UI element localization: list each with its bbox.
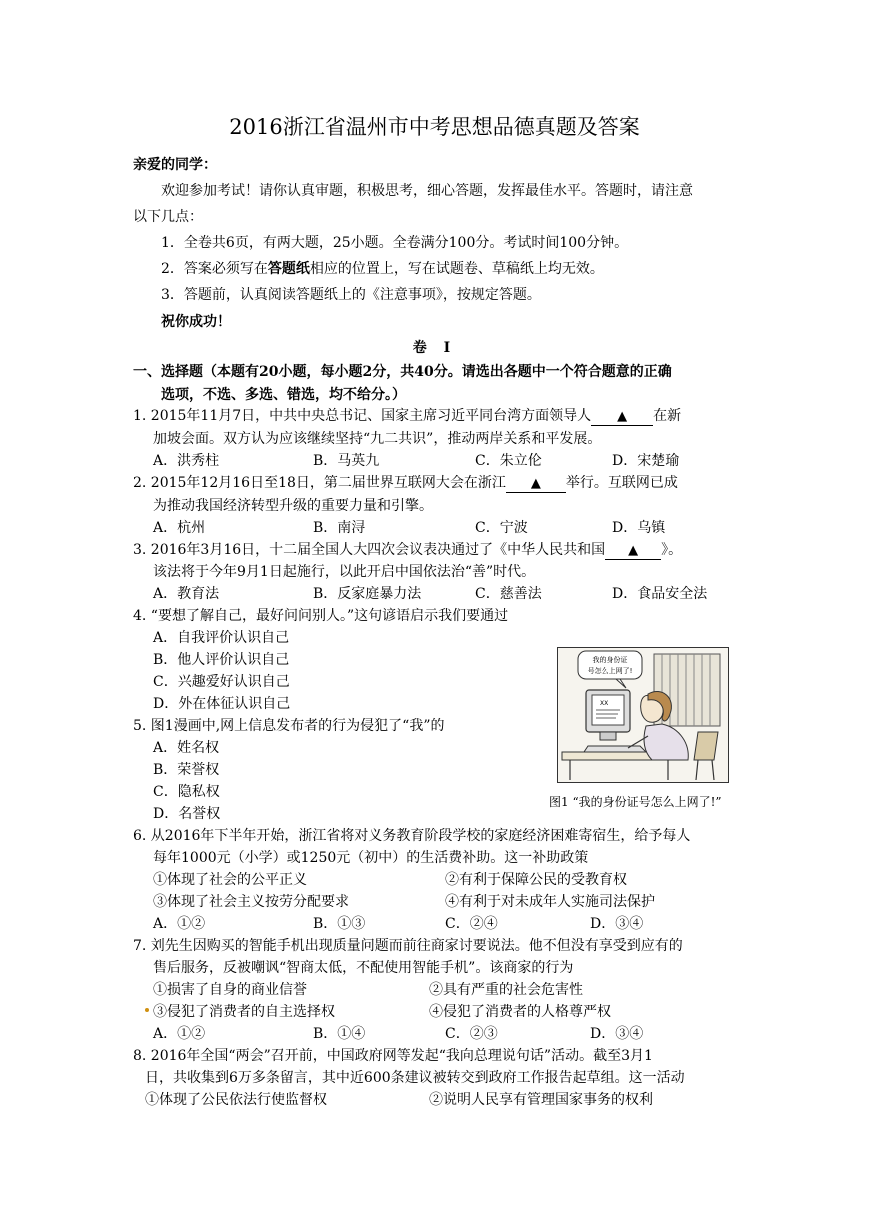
q4-line-1: 4. “要想了解自己，最好问问别人。”这句谚语启示我们要通过	[133, 608, 509, 624]
q3-text-a: 3. 2016年3月16日，十二届全国人大四次会议表决通过了《中华人民共和国	[133, 542, 606, 558]
q6-line-2: 每年1000元（小学）或1250元（初中）的生活费补助。这一补助政策	[153, 850, 589, 866]
figure-1-caption: 图1 “我的身份证号怎么上网了!”	[549, 795, 722, 809]
q7-statement-1: ①损害了自身的商业信誉	[153, 982, 307, 998]
q3-option-b: B．反家庭暴力法	[313, 586, 422, 602]
q1-option-c: C．朱立伦	[475, 453, 542, 469]
blank-marker: ▲	[530, 476, 541, 491]
q6-statement-1: ①体现了社会的公平正义	[153, 872, 307, 888]
note-2	[161, 258, 604, 280]
page-title: 2016浙江省温州市中考思想品德真题及答案	[229, 115, 640, 139]
note-2-c: 相应的位置上，写在试题卷、草稿纸上均无效。	[309, 261, 604, 277]
q6-line-1: 6. 从2016年下半年开始，浙江省将对义务教育阶段学校的家庭经济困难寄宿生，给予每人	[133, 828, 691, 844]
blank-marker: ▲	[628, 543, 639, 558]
q6-option-a: A．①②	[153, 916, 206, 932]
q3-option-a: A．教育法	[153, 586, 220, 602]
good-luck: 祝你成功！	[161, 314, 231, 330]
q8-statement-1: ①体现了公民依法行使监督权	[145, 1092, 327, 1108]
q6-option-b: B．①③	[313, 916, 366, 932]
stray-mark	[145, 1008, 149, 1012]
note-2-a: 2．答案必须写在	[161, 261, 268, 277]
q2-option-c: C．宁波	[475, 520, 528, 536]
q1-blank	[591, 407, 653, 426]
q6-statement-3: ③体现了社会主义按劳分配要求	[153, 894, 349, 910]
q1-text-b: 在新	[653, 408, 682, 424]
q1-option-d: D．宋楚瑜	[612, 453, 680, 469]
q2-line-1	[133, 472, 678, 494]
q6-statement-4: ④有利于对未成年人实施司法保护	[445, 894, 655, 910]
q7-option-a: A．①②	[153, 1026, 206, 1042]
bubble-line-2: 号怎么上网了!	[587, 667, 633, 675]
q7-statement-4: ④侵犯了消费者的人格尊严权	[429, 1004, 611, 1020]
q2-text-b: 举行。互联网已成	[565, 475, 678, 491]
q6-option-d: D．③④	[590, 916, 644, 932]
q7-statement-2: ②具有严重的社会危害性	[429, 982, 583, 998]
note-1: 1．全卷共6页，有两大题，25小题。全卷满分100分。考试时间100分钟。	[161, 235, 629, 251]
q4-option-d: D．外在体征认识自己	[153, 696, 291, 712]
q4-option-b: B．他人评价认识自己	[153, 652, 290, 668]
q1-line-2: 加坡会面。双方认为应该继续坚持“九二共识”，推动两岸关系和平发展。	[153, 431, 602, 447]
q2-option-b: B．南浔	[313, 520, 366, 536]
q7-line-2: 售后服务，反被嘲讽“智商太低，不配使用智能手机”。该商家的行为	[153, 960, 574, 976]
q3-line-1	[133, 539, 682, 561]
q4-option-c: C．兴趣爱好认识自己	[153, 674, 290, 690]
q7-option-d: D．③④	[590, 1026, 644, 1042]
q3-option-d: D．食品安全法	[612, 586, 708, 602]
q6-statement-2: ②有利于保障公民的受教育权	[445, 872, 627, 888]
q4-option-a: A．自我评价认识自己	[153, 630, 290, 646]
bubble-line-1: 我的身份证	[592, 656, 628, 664]
q3-text-b: 》。	[661, 542, 683, 558]
figure-1-cartoon	[557, 647, 729, 783]
q5-option-b: B．荣誉权	[153, 762, 220, 778]
note-2-answer-sheet: 答题纸	[267, 261, 310, 277]
q3-blank	[605, 541, 661, 560]
volume-heading: 卷 Ⅰ	[412, 340, 457, 356]
q2-option-d: D．乌镇	[612, 520, 666, 536]
q8-line-2: 日，共收集到6万多条留言，其中近600条建议被转交到政府工作报告起草组。这一活动	[145, 1070, 685, 1086]
note-3: 3．答题前，认真阅读答题纸上的《注意事项》，按规定答题。	[161, 287, 541, 303]
q3-line-2: 该法将于今年9月1日起施行，以此开启中国依法治“善”时代。	[153, 564, 536, 580]
intro-line-2: 以下几点：	[133, 209, 203, 225]
q2-line-2: 为推动我国经济转型升级的重要力量和引擎。	[153, 498, 433, 514]
q7-option-b: B．①④	[313, 1026, 366, 1042]
greeting: 亲爱的同学：	[133, 157, 217, 173]
q2-option-a: A．杭州	[153, 520, 206, 536]
q5-option-a: A．姓名权	[153, 740, 220, 756]
section-1-heading-line-2: 选项，不选、多选、错选，均不给分。）	[161, 387, 406, 403]
q6-option-c: C．②④	[445, 916, 498, 932]
q5-option-d: D．名誉权	[153, 806, 221, 822]
q7-statement-3: ③侵犯了消费者的自主选择权	[153, 1004, 335, 1020]
q1-option-a: A．洪秀柱	[153, 453, 220, 469]
q1-line-1	[133, 405, 681, 427]
cartoon-drawing	[558, 648, 728, 782]
blank-marker: ▲	[617, 409, 628, 424]
q8-statement-2: ②说明人民享有管理国家事务的权利	[429, 1092, 653, 1108]
q2-text-a: 2. 2015年12月16日至18日，第二届世界互联网大会在浙江	[133, 475, 506, 491]
q7-option-c: C．②③	[445, 1026, 498, 1042]
q2-blank	[506, 474, 566, 493]
screen-label: XX	[600, 700, 609, 707]
q5-line-1: 5. 图1漫画中,网上信息发布者的行为侵犯了“我”的	[133, 718, 445, 734]
q1-text-a: 1. 2015年11月7日，中共中央总书记、国家主席习近平同台湾方面领导人	[133, 408, 592, 424]
q3-option-c: C．慈善法	[475, 586, 542, 602]
q8-line-1: 8. 2016年全国“两会”召开前，中国政府网等发起“我向总理说句话”活动。截至3月1	[133, 1048, 653, 1064]
q1-option-b: B．马英九	[313, 453, 380, 469]
section-1-heading-line-1: 一、选择题（本题有20小题，每小题2分，共40分。请选出各题中一个符合题意的正确	[133, 364, 672, 380]
q5-option-c: C．隐私权	[153, 784, 220, 800]
intro-line-1: 欢迎参加考试！请你认真审题，积极思考，细心答题，发挥最佳水平。答题时，请注意	[161, 183, 693, 199]
q7-line-1: 7. 刘先生因购买的智能手机出现质量问题而前往商家讨要说法。他不但没有享受到应有的	[133, 938, 683, 954]
